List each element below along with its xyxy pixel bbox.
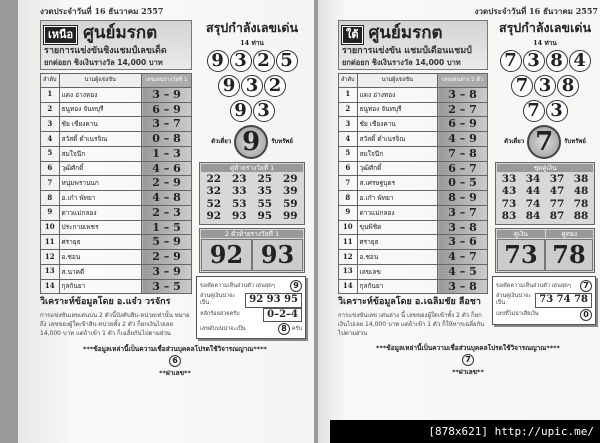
column-header: เลขเด่นล่าง 2 ตัว xyxy=(438,73,488,87)
row-number: 14 xyxy=(41,279,60,294)
contestant-name: กุลกันยา xyxy=(357,279,437,294)
number-circle: 5 xyxy=(276,50,298,72)
forecast-value-wrap xyxy=(278,323,302,335)
pick-numbers: 5 – 9 xyxy=(142,235,192,250)
row-number: 5 xyxy=(41,146,60,161)
table-row xyxy=(339,264,488,279)
contestant-name: อ.ชอน xyxy=(357,250,437,265)
contestant-name: ดาวแม่กลอง xyxy=(59,205,141,220)
table-row xyxy=(339,250,488,265)
number-circle: 4 xyxy=(569,50,591,72)
page-number: 7 xyxy=(462,354,474,366)
grid-number: 83 xyxy=(501,210,517,223)
pick-numbers: 6 – 9 xyxy=(438,117,488,132)
pick-numbers: 6 – 7 xyxy=(438,161,488,176)
column-header: นามผู้แข่งขัน xyxy=(59,73,141,87)
table-row xyxy=(339,235,488,250)
region-tag: ใต้ xyxy=(342,26,363,44)
contestant-name: ชัย เชียงคาน xyxy=(357,117,437,132)
pick-numbers: 7 – 8 xyxy=(438,146,488,161)
picks-table xyxy=(40,73,192,295)
forecast-value-wrap xyxy=(263,308,302,323)
table-row xyxy=(41,132,192,147)
row-number: 2 xyxy=(339,102,358,117)
row-number: 7 xyxy=(339,176,358,191)
watermark-bar: [878x621] http://upic.me/ xyxy=(330,420,600,443)
grid-number: 47 xyxy=(549,185,565,198)
circle-row xyxy=(196,75,308,97)
table-row xyxy=(339,132,488,147)
contestant-name: วุฒิศักดิ์ xyxy=(59,161,141,176)
number-circle: 3 xyxy=(241,75,263,97)
forecast-row xyxy=(200,279,302,293)
pair-title: คู่ทอง xyxy=(546,230,594,238)
grid-number: 78 xyxy=(573,197,589,210)
grid-number: 48 xyxy=(573,185,589,198)
summary-column xyxy=(492,20,598,338)
pick-numbers: 0 – 8 xyxy=(142,132,192,147)
header-box xyxy=(40,20,192,70)
row-number: 12 xyxy=(41,250,60,265)
grid-numbers xyxy=(201,173,303,223)
column-header: เลขเด่นรางวัลที่ 1 xyxy=(142,73,192,87)
row-number: 4 xyxy=(41,132,60,147)
left-page xyxy=(18,0,314,443)
single-digit xyxy=(492,125,598,159)
contestant-name: สวัสดิ์ ดำเนรจิณ xyxy=(357,132,437,147)
number-circle: 8 xyxy=(546,50,568,72)
disclaimer: ***ข้อมูลเหล่านี้เป็นความเชื่อส่วนบุคคลโปรดใช้วิจารณญาณ**** xyxy=(83,345,267,353)
pair-number: 92 xyxy=(201,239,252,271)
table-row xyxy=(41,102,192,117)
table-row xyxy=(41,279,192,294)
pick-numbers: 6 – 9 xyxy=(142,102,192,117)
right-page xyxy=(318,0,600,443)
forecast-value: 0–2–4 xyxy=(263,308,302,323)
forecast-label: ส่วนคู่เงินน่าจะเป็น xyxy=(496,293,532,307)
grid-number: 39 xyxy=(282,185,298,198)
analysis-body: การแข่งขันเลขเด่นบน 2 ตัวนี้บังคับสิบ-หน่วยเท่านั้น หมายถึง เลขของผู้ใดเข้าสิบ-หน่วยทั้ง 2 ตัว ก็ยกเงินไปเลย 14,000 บาท แต่ถ้าเข้า 1 ตัว ก็เฉลี่ยกันไปตามส่วน xyxy=(40,311,190,337)
number-circle: 9 xyxy=(230,100,252,122)
forecast-label: ส่วนคู่เงินน่าจะเป็น xyxy=(200,293,236,307)
pair-number: 78 xyxy=(545,239,593,271)
contestant-name: แดง อ่างทอง xyxy=(59,87,141,102)
contestant-name: ชัย เชียงคาน xyxy=(59,117,141,132)
row-number: 5 xyxy=(339,146,358,161)
pair-titles xyxy=(497,230,593,239)
grid-number: 43 xyxy=(501,185,517,198)
row-number: 2 xyxy=(41,102,60,117)
single-digit-circle: 7 xyxy=(527,125,561,159)
number-circle: 8 xyxy=(557,75,579,97)
forecast-value-wrap xyxy=(535,293,592,308)
prize-subtitle: ยกต่อยก ชิงเงินรางวัล 14,000 บาท xyxy=(342,57,461,67)
pick-numbers: 3 – 9 xyxy=(142,264,192,279)
contestant-name: อ.เก๋า พัทยา xyxy=(59,191,141,206)
header-title-line xyxy=(44,23,188,44)
contestant-name: กุลกันยา xyxy=(59,279,141,294)
column-header: นามผู้แข่งขัน xyxy=(357,73,437,87)
table-row xyxy=(41,161,192,176)
table-row xyxy=(41,146,192,161)
row-number: 8 xyxy=(339,191,358,206)
table-row xyxy=(339,279,488,294)
number-circle: 3 xyxy=(546,100,568,122)
forecast-value: 8 xyxy=(278,323,290,335)
main-column xyxy=(40,20,192,339)
single-digit-circle: 9 xyxy=(234,125,268,159)
number-circle: 7 xyxy=(511,75,533,97)
forecast-value-wrap xyxy=(290,280,302,292)
forecast-label: หลักร้อยสวยครับ xyxy=(200,311,240,318)
number-circle: 3 xyxy=(253,100,275,122)
table-row xyxy=(339,176,488,191)
table-row xyxy=(339,102,488,117)
analysis-title: วิเคราะห์ข้อมูลโดย อ.แจ๋ว วรจักร xyxy=(40,297,171,308)
header-box xyxy=(338,20,488,70)
row-number: 7 xyxy=(41,176,60,191)
grid-number: 92 xyxy=(206,210,222,223)
row-number: 10 xyxy=(339,220,358,235)
competition-title: รายการแข่งขันชิงแชมป์เลขเด็ด xyxy=(44,46,167,57)
grid-number: 25 xyxy=(257,172,273,185)
forecast-value: 9 xyxy=(290,280,302,292)
number-grid xyxy=(199,162,305,225)
competition-title: รายการแข่งขัน แชมป์เดือนแชมป์ xyxy=(342,46,472,57)
pick-numbers: 8 – 9 xyxy=(438,191,488,206)
pair-number: 73 xyxy=(497,239,545,271)
contestant-name: ธนูทอง จันทบุรี xyxy=(59,102,141,117)
analysis xyxy=(338,297,488,337)
number-circle: 3 xyxy=(534,75,556,97)
contestant-name: ประกายเพชร xyxy=(59,220,141,235)
pair-numbers xyxy=(497,239,593,271)
pick-numbers: 3 – 8 xyxy=(438,279,488,294)
forecast-suffix: ครับ xyxy=(291,325,302,332)
grid-number: 87 xyxy=(549,210,565,223)
summary-title: สรุปกำลังเลขเด่น xyxy=(498,20,592,35)
column-header: ลำดับ xyxy=(339,73,358,87)
pick-numbers: 2 – 7 xyxy=(438,102,488,117)
disclaimer: ***ข้อมูลเหล่านี้เป็นความเชื่อส่วนบุคคลโปรดใช้วิจารณญาณ**** xyxy=(376,343,560,352)
number-circle: 9 xyxy=(218,75,240,97)
pick-numbers: 3 – 7 xyxy=(142,117,192,132)
forecast-label: ขอคัดความเห็นส่วนตัว เด่นสุดๆ xyxy=(200,282,275,289)
contestant-name: ส.เศรษฐบุตร xyxy=(357,176,437,191)
circle-row xyxy=(196,100,308,122)
single-digit xyxy=(196,125,308,159)
analysis xyxy=(40,297,192,337)
grid-number: 32 xyxy=(206,185,222,198)
contestant-name: สวัสดิ์ ดำเนรจิณ xyxy=(59,132,141,147)
number-circle: 9 xyxy=(207,50,229,72)
contestant-name: ศรายุธ xyxy=(59,235,141,250)
prize-subtitle: ยกต่อยก ชิงเงินรางวัล 14,000 บาท xyxy=(44,57,163,67)
table-header xyxy=(41,73,192,87)
single-label: ตัวเดี่ยว xyxy=(211,138,232,145)
row-number: 11 xyxy=(41,235,60,250)
contestant-name: เลขเลข xyxy=(357,264,437,279)
forecast-value-wrap xyxy=(580,280,592,292)
pick-numbers: 4 – 8 xyxy=(142,191,192,206)
grid-number: 35 xyxy=(257,185,273,198)
number-circle: 3 xyxy=(523,50,545,72)
grid-number: 93 xyxy=(231,210,247,223)
pick-numbers: 3 – 7 xyxy=(438,205,488,220)
forecast-box xyxy=(492,276,596,325)
grid-number: 29 xyxy=(282,172,298,185)
row-number: 10 xyxy=(41,220,60,235)
table-row xyxy=(41,87,192,102)
row-number: 6 xyxy=(339,161,358,176)
pick-numbers: 0 – 5 xyxy=(438,176,488,191)
contestant-name: ดาวแม่กลอง xyxy=(357,205,437,220)
pick-numbers: 4 – 7 xyxy=(438,250,488,265)
grid-number: 84 xyxy=(525,210,541,223)
forecast-value: 92 93 95 xyxy=(245,293,302,308)
summary-subtitle: 14 ท่าน xyxy=(240,38,264,47)
row-number: 9 xyxy=(41,205,60,220)
row-number: 14 xyxy=(339,279,358,294)
pick-numbers: 3 – 8 xyxy=(438,87,488,102)
row-number: 13 xyxy=(41,264,60,279)
number-circle: 2 xyxy=(264,75,286,97)
table-row xyxy=(339,161,488,176)
table-row xyxy=(339,191,488,206)
contestant-name: สมใจนึก xyxy=(59,146,141,161)
region-tag: เหนือ xyxy=(44,26,77,44)
grid-number: 52 xyxy=(206,197,222,210)
single-right-label: รับทรัพย์ xyxy=(564,138,586,145)
number-circle: 2 xyxy=(253,50,275,72)
columns xyxy=(338,20,598,338)
number-circle: 7 xyxy=(523,100,545,122)
brand-title: ศูนย์มรกต xyxy=(83,23,158,43)
footer xyxy=(338,344,598,376)
columns xyxy=(40,20,310,339)
summary-title: สรุปกำลังเลขเด่น xyxy=(205,20,299,35)
row-number: 4 xyxy=(339,132,358,147)
number-circle: 7 xyxy=(500,50,522,72)
grid-number: 77 xyxy=(549,197,565,210)
table-row xyxy=(41,117,192,132)
grid-number: 23 xyxy=(231,172,247,185)
contestant-name: อ.ชอน xyxy=(59,250,141,265)
contestant-name: ธนูทอง จันทบุรี xyxy=(357,102,437,117)
grid-number: 38 xyxy=(573,172,589,185)
forecast-row xyxy=(496,293,592,308)
grid-number: 88 xyxy=(573,210,589,223)
pick-numbers: 2 – 9 xyxy=(142,250,192,265)
pick-numbers: 4 – 5 xyxy=(438,264,488,279)
forecast-row xyxy=(200,293,302,308)
row-number: 3 xyxy=(339,117,358,132)
forecast-label: ขอคัดความเห็นส่วนตัว เด่นสุดๆ xyxy=(496,282,571,289)
column-header: ลำดับ xyxy=(41,73,60,87)
circle-row xyxy=(492,50,598,72)
row-number: 3 xyxy=(41,117,60,132)
pick-numbers: 4 – 9 xyxy=(438,132,488,147)
row-number: 8 xyxy=(41,191,60,206)
table-row xyxy=(41,220,192,235)
grid-title: ชุดคู่เงิน xyxy=(497,164,593,172)
contestant-name: วุฒิศักดิ์ xyxy=(357,161,437,176)
grid-number: 73 xyxy=(501,197,517,210)
grid-numbers xyxy=(497,173,593,223)
pair-box xyxy=(199,228,305,273)
pick-numbers: 4 – 6 xyxy=(142,161,192,176)
number-grid xyxy=(495,162,595,225)
forecast-row xyxy=(496,279,592,293)
grid-number: 59 xyxy=(282,197,298,210)
table-header xyxy=(339,73,488,87)
pick-numbers: 3 – 5 xyxy=(142,279,192,294)
table-row xyxy=(41,191,192,206)
header-title-line xyxy=(342,23,484,44)
pick-numbers: 3 – 8 xyxy=(438,220,488,235)
forecast-value: 0 xyxy=(580,309,592,321)
page-number: 6 xyxy=(169,355,181,367)
forecast-label: เลขที่ไม่น่าเสียเงิน xyxy=(496,311,539,318)
forecast-row xyxy=(200,322,302,336)
row-number: 13 xyxy=(339,264,358,279)
table-row xyxy=(339,146,488,161)
grid-number: 55 xyxy=(257,197,273,210)
pair-number: 93 xyxy=(252,239,303,271)
row-number: 1 xyxy=(339,87,358,102)
table-row xyxy=(339,87,488,102)
grid-number: 33 xyxy=(501,172,517,185)
grid-title: คู่ท้ายรางวัลที่ 1 xyxy=(201,164,303,172)
pick-numbers: 3 – 9 xyxy=(142,87,192,102)
single-right-label: รับทรัพย์ xyxy=(271,138,293,145)
pair-title: คู่เงิน xyxy=(497,230,545,238)
contestant-name: หนุ่มพรานนก xyxy=(59,176,141,191)
contestant-name: ขุนพิชิต xyxy=(357,220,437,235)
grid-number: 44 xyxy=(525,185,541,198)
circle-row xyxy=(492,75,598,97)
contestant-name: สมใจนึก xyxy=(357,146,437,161)
main-column xyxy=(338,20,488,338)
pick-numbers: 2 – 9 xyxy=(142,176,192,191)
table-row xyxy=(41,264,192,279)
single-label: ตัวเดี่ยว xyxy=(504,138,525,145)
row-number: 12 xyxy=(339,250,358,265)
table-row xyxy=(339,220,488,235)
pair-title: 2 ตัวท้ายรางวัลที่ 1 xyxy=(201,230,303,238)
forecast-box xyxy=(196,276,306,339)
table-row xyxy=(41,235,192,250)
analysis-body: การแข่งขันเลข เด่นล่าง นี้ เลขของผู้ใดเข้าทั้ง 2 ตัว ก็ยกเงินไปเลย 14,000 บาท แต่ถ้าเข้า 1 ตัว ก็ให้หารเฉลี่ยกันไปตามส่วน xyxy=(338,311,485,337)
pick-numbers: 1 – 3 xyxy=(142,146,192,161)
circle-row xyxy=(492,100,598,122)
row-number: 1 xyxy=(41,87,60,102)
table-row xyxy=(41,205,192,220)
forecast-value-wrap xyxy=(245,293,302,308)
pick-numbers: 2 – 3 xyxy=(142,205,192,220)
grid-number: 53 xyxy=(231,197,247,210)
pick-numbers: 1 – 5 xyxy=(142,220,192,235)
contestant-name: อ.เก๋า พัทยา xyxy=(357,191,437,206)
table-row xyxy=(339,205,488,220)
contestant-name: ส.นาคดี xyxy=(59,264,141,279)
number-circle: 3 xyxy=(230,50,252,72)
grid-number: 99 xyxy=(282,210,298,223)
grid-number: 34 xyxy=(525,172,541,185)
picks-table xyxy=(338,73,488,295)
row-number: 6 xyxy=(41,161,60,176)
row-number: 9 xyxy=(339,205,358,220)
forecast-value: 73 74 78 xyxy=(535,293,592,308)
table-row xyxy=(339,117,488,132)
pair-numbers xyxy=(201,239,303,271)
contestant-name: ศรายุธ xyxy=(357,235,437,250)
forecast-row xyxy=(496,308,592,322)
grid-number: 33 xyxy=(231,185,247,198)
grid-number: 95 xyxy=(257,210,273,223)
forecast-label: เลขดับบนน่าจะเป็น xyxy=(200,325,246,332)
row-number: 11 xyxy=(339,235,358,250)
issue-date: งวดประจำวันที่ 16 ธันวาคม 2557 xyxy=(40,6,164,16)
summary-column xyxy=(196,20,308,339)
forecast-row xyxy=(200,308,302,323)
forecast-value-wrap xyxy=(580,309,592,321)
analysis-title: วิเคราะห์ข้อมูลโดย อ.เฉลิมชัย ลือชา xyxy=(338,297,481,308)
pair-box xyxy=(495,228,595,273)
forecast-value: 7 xyxy=(580,280,592,292)
table-row xyxy=(41,250,192,265)
grid-number: 22 xyxy=(206,172,222,185)
issue-date: งวดประจำวันที่ 16 ธันวาคม 2557 xyxy=(474,6,598,16)
contestant-name: แดง อ่างทอง xyxy=(357,87,437,102)
summary-subtitle: 14 ท่าน xyxy=(533,38,557,47)
brand-title: ศูนย์มรกต xyxy=(368,23,443,43)
pick-numbers: 3 – 6 xyxy=(438,235,488,250)
grid-number: 37 xyxy=(549,172,565,185)
grid-number: 74 xyxy=(525,197,541,210)
circle-row xyxy=(196,50,308,72)
footer-label: **ผ่าเลข** xyxy=(159,369,191,378)
footer xyxy=(40,345,310,377)
table-row xyxy=(41,176,192,191)
footer-label: **ผ่าเลข** xyxy=(452,367,484,376)
